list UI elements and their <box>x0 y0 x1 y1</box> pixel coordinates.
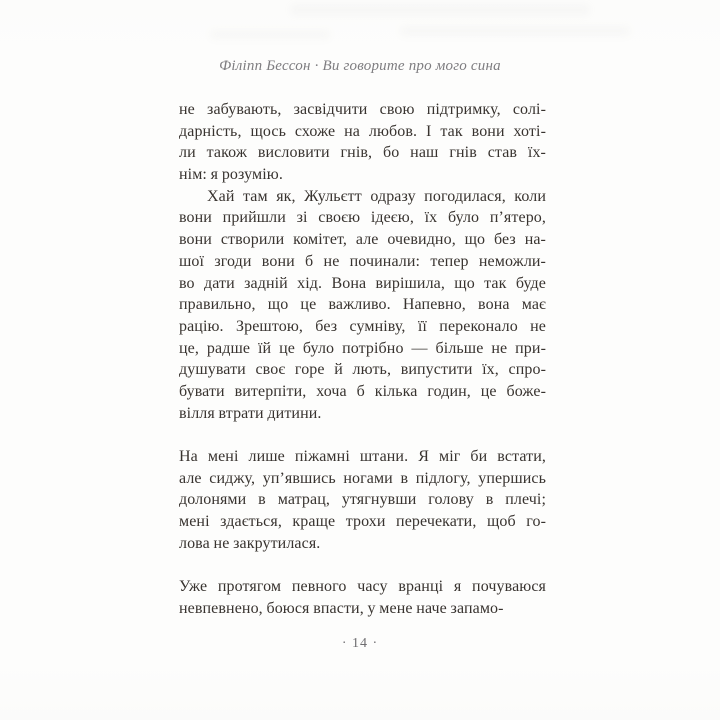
ink-bleed-through <box>210 30 330 39</box>
text-line: це, радше їй це було потрібно — більше не при- <box>179 339 546 357</box>
text-line: Хай там як, Жульєтт одразу погодилася, коли <box>207 187 546 205</box>
text-line: во дати задній хід. Вона вирішила, що так буде <box>179 274 546 292</box>
text-line: рацію. Зрештою, без сумніву, її переконало не <box>179 317 546 335</box>
text-line: вілля втрати дитини. <box>179 404 322 422</box>
text-line: Уже протягом певного часу вранці я почуваюся <box>179 578 546 596</box>
text-line: але сиджу, уп’явшись ногами в підлогу, упершись <box>179 469 546 487</box>
text-line: мені здається, краще трохи перечекати, щоб го- <box>179 513 546 531</box>
paragraph <box>179 446 546 554</box>
text-line: На мені лише піжамні штани. Я міг би встати, <box>179 448 546 465</box>
text-line: ли також висловити гнів, бо наш гнів став їх- <box>179 144 546 162</box>
running-header: Філіпп Бессон · Ви говорите про мого сина <box>219 58 501 74</box>
text-line: душувати своє горе й лють, випустити їх, спро- <box>179 361 546 379</box>
paragraph <box>179 186 546 425</box>
ink-bleed-through <box>290 4 590 16</box>
text-line: бувати витерпіти, хоча б кілька годин, це боже- <box>179 382 546 400</box>
text-line: шої згоди вони б не починали: тепер неможли- <box>179 252 546 270</box>
paragraph <box>179 99 546 186</box>
ink-bleed-through <box>400 26 630 36</box>
text-line: не забувають, засвідчити свою підтримку, солі- <box>179 101 546 118</box>
paragraph <box>179 576 546 619</box>
page-number: · 14 · <box>341 636 379 651</box>
text-line: невпевнено, боюся впасти, у мене наче запамо- <box>179 599 504 617</box>
text-line: долонями в матрац, утягнувши голову в плечі; <box>179 491 546 509</box>
text-line: вони прийшли зі своєю ідеєю, їх було п’ятеро, <box>179 209 546 227</box>
text-line: нім: я розумію. <box>179 166 283 184</box>
text-line: дарність, щось схоже на любов. І так вони хоті- <box>179 122 546 140</box>
text-line: правильно, що це важливо. Напевно, вона має <box>179 296 546 314</box>
text-line: вони створили комітет, але очевидно, що без на- <box>179 231 546 249</box>
text-line: лова не закрутилася. <box>179 534 321 552</box>
body-text-column <box>179 99 546 620</box>
